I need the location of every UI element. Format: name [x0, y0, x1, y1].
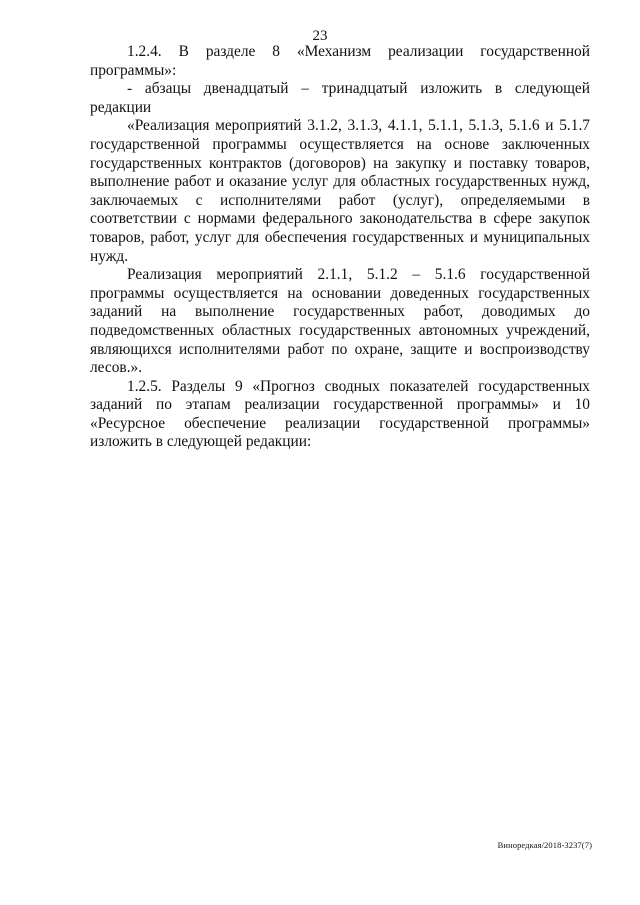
- document-body: [90, 43, 590, 452]
- paragraph-1-2-5: 1.2.5. Разделы 9 «Прогноз сводных показателей государственных заданий по этапам реализации государственной программы» и 10 «Ресурсное обеспечение реализации государственной программы» изложить в следующей редакции:: [90, 377, 590, 451]
- paragraph-1-2-4: 1.2.4. В разделе 8 «Механизм реализации государственной программы»:: [90, 43, 590, 79]
- page-number: 23: [312, 28, 328, 44]
- document-code: Виноредкая/2018-3237(7): [497, 840, 592, 850]
- paragraph-realizaciya-2: Реализация мероприятий 2.1.1, 5.1.2 – 5.1.6 государственной программы осуществляется на основании доведенных государственных заданий на выполнение государственных работ, доводимых до подведомственных областных государственных автономных учреждений, являющихся исполнителями работ по охране, защите и воспроизводству лесов.».: [90, 266, 590, 377]
- paragraph-realizaciya-1: «Реализация мероприятий 3.1.2, 3.1.3, 4.1.1, 5.1.1, 5.1.3, 5.1.6 и 5.1.7 государственной программы осуществляется на основе заключенных государственных контрактов (договоров) на закупку и поставку товаров, выполнение работ и оказание услуг для областных государственных нужд, заключаемых с исполнителями работ (услуг), определяемыми в соответствии с нормами федерального законодательства в сфере закупок товаров, работ, услуг для обеспечения государственных и муниципальных нужд.: [90, 117, 590, 265]
- paragraph-abzacy: - абзацы двенадцатый – тринадцатый изложить в следующей редакции: [90, 80, 590, 116]
